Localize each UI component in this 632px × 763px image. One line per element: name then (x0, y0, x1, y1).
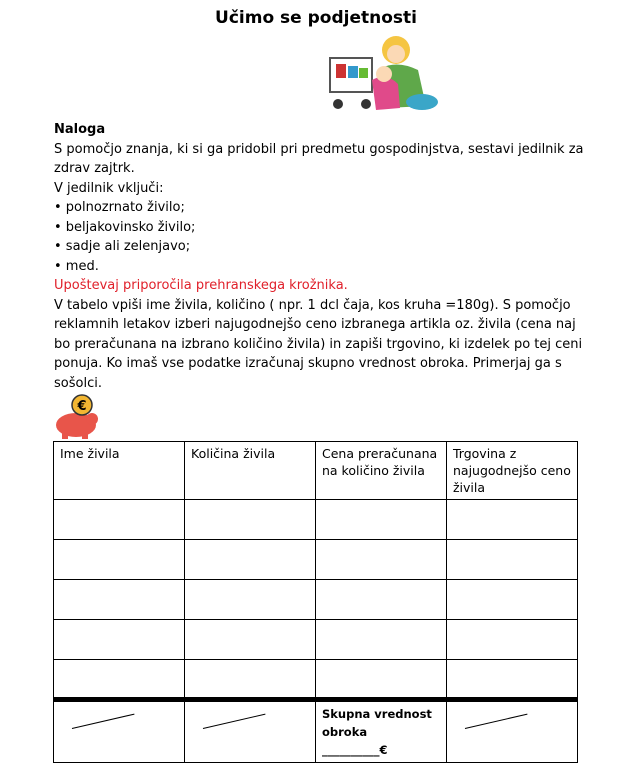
crossed-cell (447, 700, 578, 763)
total-label: Skupna vrednost obroka (322, 707, 432, 739)
warning-text: Upoštevaj priporočila prehranskega krožnika. (54, 278, 348, 293)
table-cell[interactable] (54, 580, 185, 620)
crossed-cell (185, 700, 316, 763)
svg-text:€: € (77, 399, 87, 414)
table-cell[interactable] (185, 660, 316, 700)
slash-line (203, 714, 266, 729)
table-row (54, 540, 578, 580)
table-cell[interactable] (447, 500, 578, 540)
total-cell[interactable] (316, 700, 447, 763)
table-cell[interactable] (54, 540, 185, 580)
header-cell: Trgovina z najugodnejšo ceno živila (447, 442, 578, 500)
table-cell[interactable] (447, 540, 578, 580)
table-row (54, 620, 578, 660)
table-cell[interactable] (447, 660, 578, 700)
list-item: • beljakovinsko živilo; (54, 219, 196, 235)
table-cell[interactable] (54, 660, 185, 700)
table-row (54, 500, 578, 540)
piggy-bank-euro-icon (52, 393, 106, 439)
table-cell[interactable] (447, 580, 578, 620)
list-item: • med. (54, 258, 99, 274)
task-heading: Naloga (54, 122, 106, 137)
table-cell[interactable] (316, 660, 447, 700)
table-cell[interactable] (185, 620, 316, 660)
slash-line (72, 714, 135, 729)
page-title: Učimo se podjetnosti (215, 8, 417, 28)
crossed-cell (54, 700, 185, 763)
table-row (54, 660, 578, 700)
table-cell[interactable] (185, 540, 316, 580)
list-item: • sadje ali zelenjavo; (54, 239, 191, 254)
instructions-text: V tabelo vpiši ime živila, količino ( npr. 1 dcl čaja, kos kruha =180g). S pomočjo reklamnih letakov izberi najugodnejšo ceno izbranega artikla oz. živila (cena naj bo preračunana na izbrano količino živila) in zapiši trgovino, ki izdelek po tej ceni ponuja. Ko imaš vse podatke izračunaj skupno vrednost obroka. Primerjaj ga s sošolci. (54, 297, 583, 391)
table-row (54, 580, 578, 620)
list-item: • polnozrnato živilo; (54, 200, 185, 215)
table-cell[interactable] (316, 500, 447, 540)
table-cell[interactable] (316, 580, 447, 620)
table-cell[interactable] (316, 540, 447, 580)
meal-table (53, 441, 578, 763)
header-cell: Količina živila (185, 442, 316, 500)
header-cell: Ime živila (54, 442, 185, 500)
total-row (54, 700, 578, 763)
total-value: __________€ (322, 743, 388, 757)
task-text (54, 120, 594, 393)
include-label: V jedilnik vključi: (54, 180, 164, 196)
slash-line (465, 714, 528, 729)
table-cell[interactable] (447, 620, 578, 660)
task-intro: S pomočjo znanja, ki si ga pridobil pri predmetu gospodinjstva, sestavi jedilnik za zdrav zajtrk. (54, 141, 584, 176)
table-cell[interactable] (185, 500, 316, 540)
table-cell[interactable] (316, 620, 447, 660)
shopping-cart-clipart (326, 28, 446, 114)
table-header-row (54, 442, 578, 500)
header-cell: Cena preračunana na količino živila (316, 442, 447, 500)
table-cell[interactable] (54, 620, 185, 660)
table-cell[interactable] (54, 500, 185, 540)
table-cell[interactable] (185, 580, 316, 620)
